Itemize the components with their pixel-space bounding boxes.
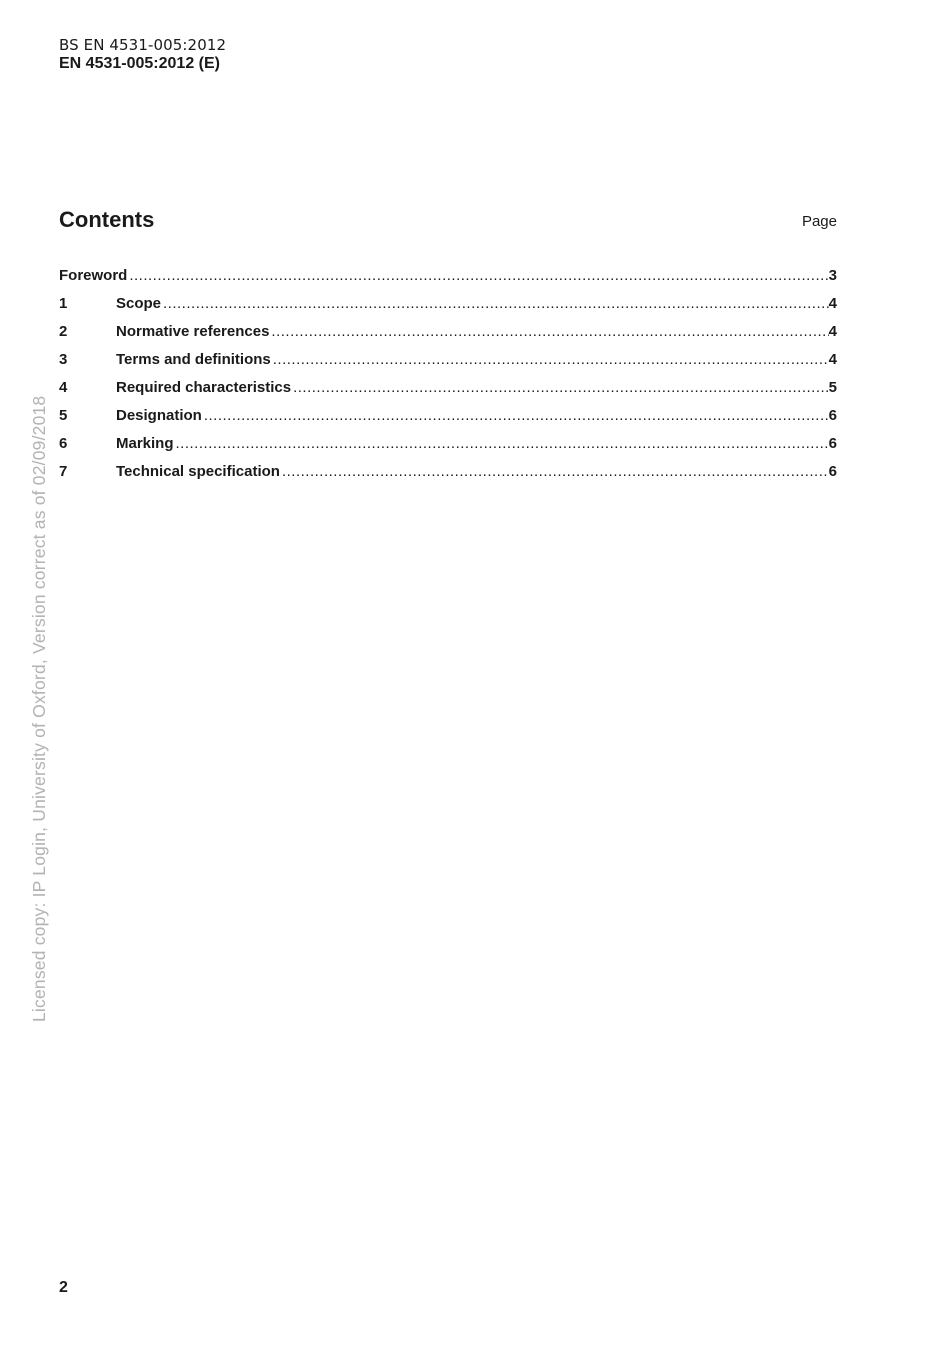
toc-entry-page: 4	[828, 323, 837, 340]
toc-entry-title: Marking	[116, 435, 174, 452]
toc-entry-foreword[interactable]	[59, 266, 837, 294]
toc-entry-number: 4	[59, 379, 68, 396]
toc-entry-marking[interactable]	[59, 434, 837, 462]
toc-entry-number: 7	[59, 463, 68, 480]
toc-entry-terms-and-definitions[interactable]	[59, 350, 837, 378]
dot-leader	[293, 378, 829, 398]
toc-entry-number: 2	[59, 323, 68, 340]
page-column-label: Page	[801, 213, 837, 230]
toc-entry-designation[interactable]	[59, 406, 837, 434]
dot-leader	[271, 322, 828, 342]
toc-entry-number: 3	[59, 351, 68, 368]
toc-entry-title: Foreword	[59, 267, 128, 284]
toc-entry-page: 4	[828, 351, 837, 368]
toc-entry-title: Required characteristics	[116, 379, 292, 396]
table-of-contents	[59, 266, 837, 490]
toc-entry-page: 3	[828, 267, 837, 284]
toc-entry-title: Scope	[116, 295, 162, 312]
toc-entry-page: 5	[828, 379, 837, 396]
toc-entry-number: 1	[59, 295, 68, 312]
toc-entry-normative-references[interactable]	[59, 322, 837, 350]
dot-leader	[163, 294, 829, 314]
toc-entry-number: 6	[59, 435, 68, 452]
toc-entry-title: Terms and definitions	[116, 351, 271, 368]
document-id: BS EN 4531-005:2012	[59, 36, 227, 54]
toc-entry-page: 6	[828, 463, 837, 480]
license-watermark: Licensed copy: IP Login, University of Oxford, Version correct as of 02/09/2018	[29, 395, 49, 1022]
toc-entry-number: 5	[59, 407, 68, 424]
dot-leader	[129, 266, 828, 286]
toc-entry-title: Technical specification	[116, 463, 280, 480]
standard-id: EN 4531-005:2012 (E)	[59, 55, 220, 72]
toc-entry-page: 4	[828, 295, 837, 312]
toc-entry-technical-specification[interactable]	[59, 462, 837, 490]
toc-entry-scope[interactable]	[59, 294, 837, 322]
contents-title: Contents	[59, 207, 155, 232]
toc-entry-title: Normative references	[116, 323, 270, 340]
toc-entry-page: 6	[828, 435, 837, 452]
dot-leader	[273, 350, 829, 370]
dot-leader	[204, 406, 829, 426]
dot-leader	[176, 434, 829, 454]
toc-entry-page: 6	[828, 407, 837, 424]
page-number: 2	[59, 1279, 68, 1296]
toc-entry-required-characteristics[interactable]	[59, 378, 837, 406]
toc-entry-title: Designation	[116, 407, 202, 424]
dot-leader	[282, 462, 829, 482]
